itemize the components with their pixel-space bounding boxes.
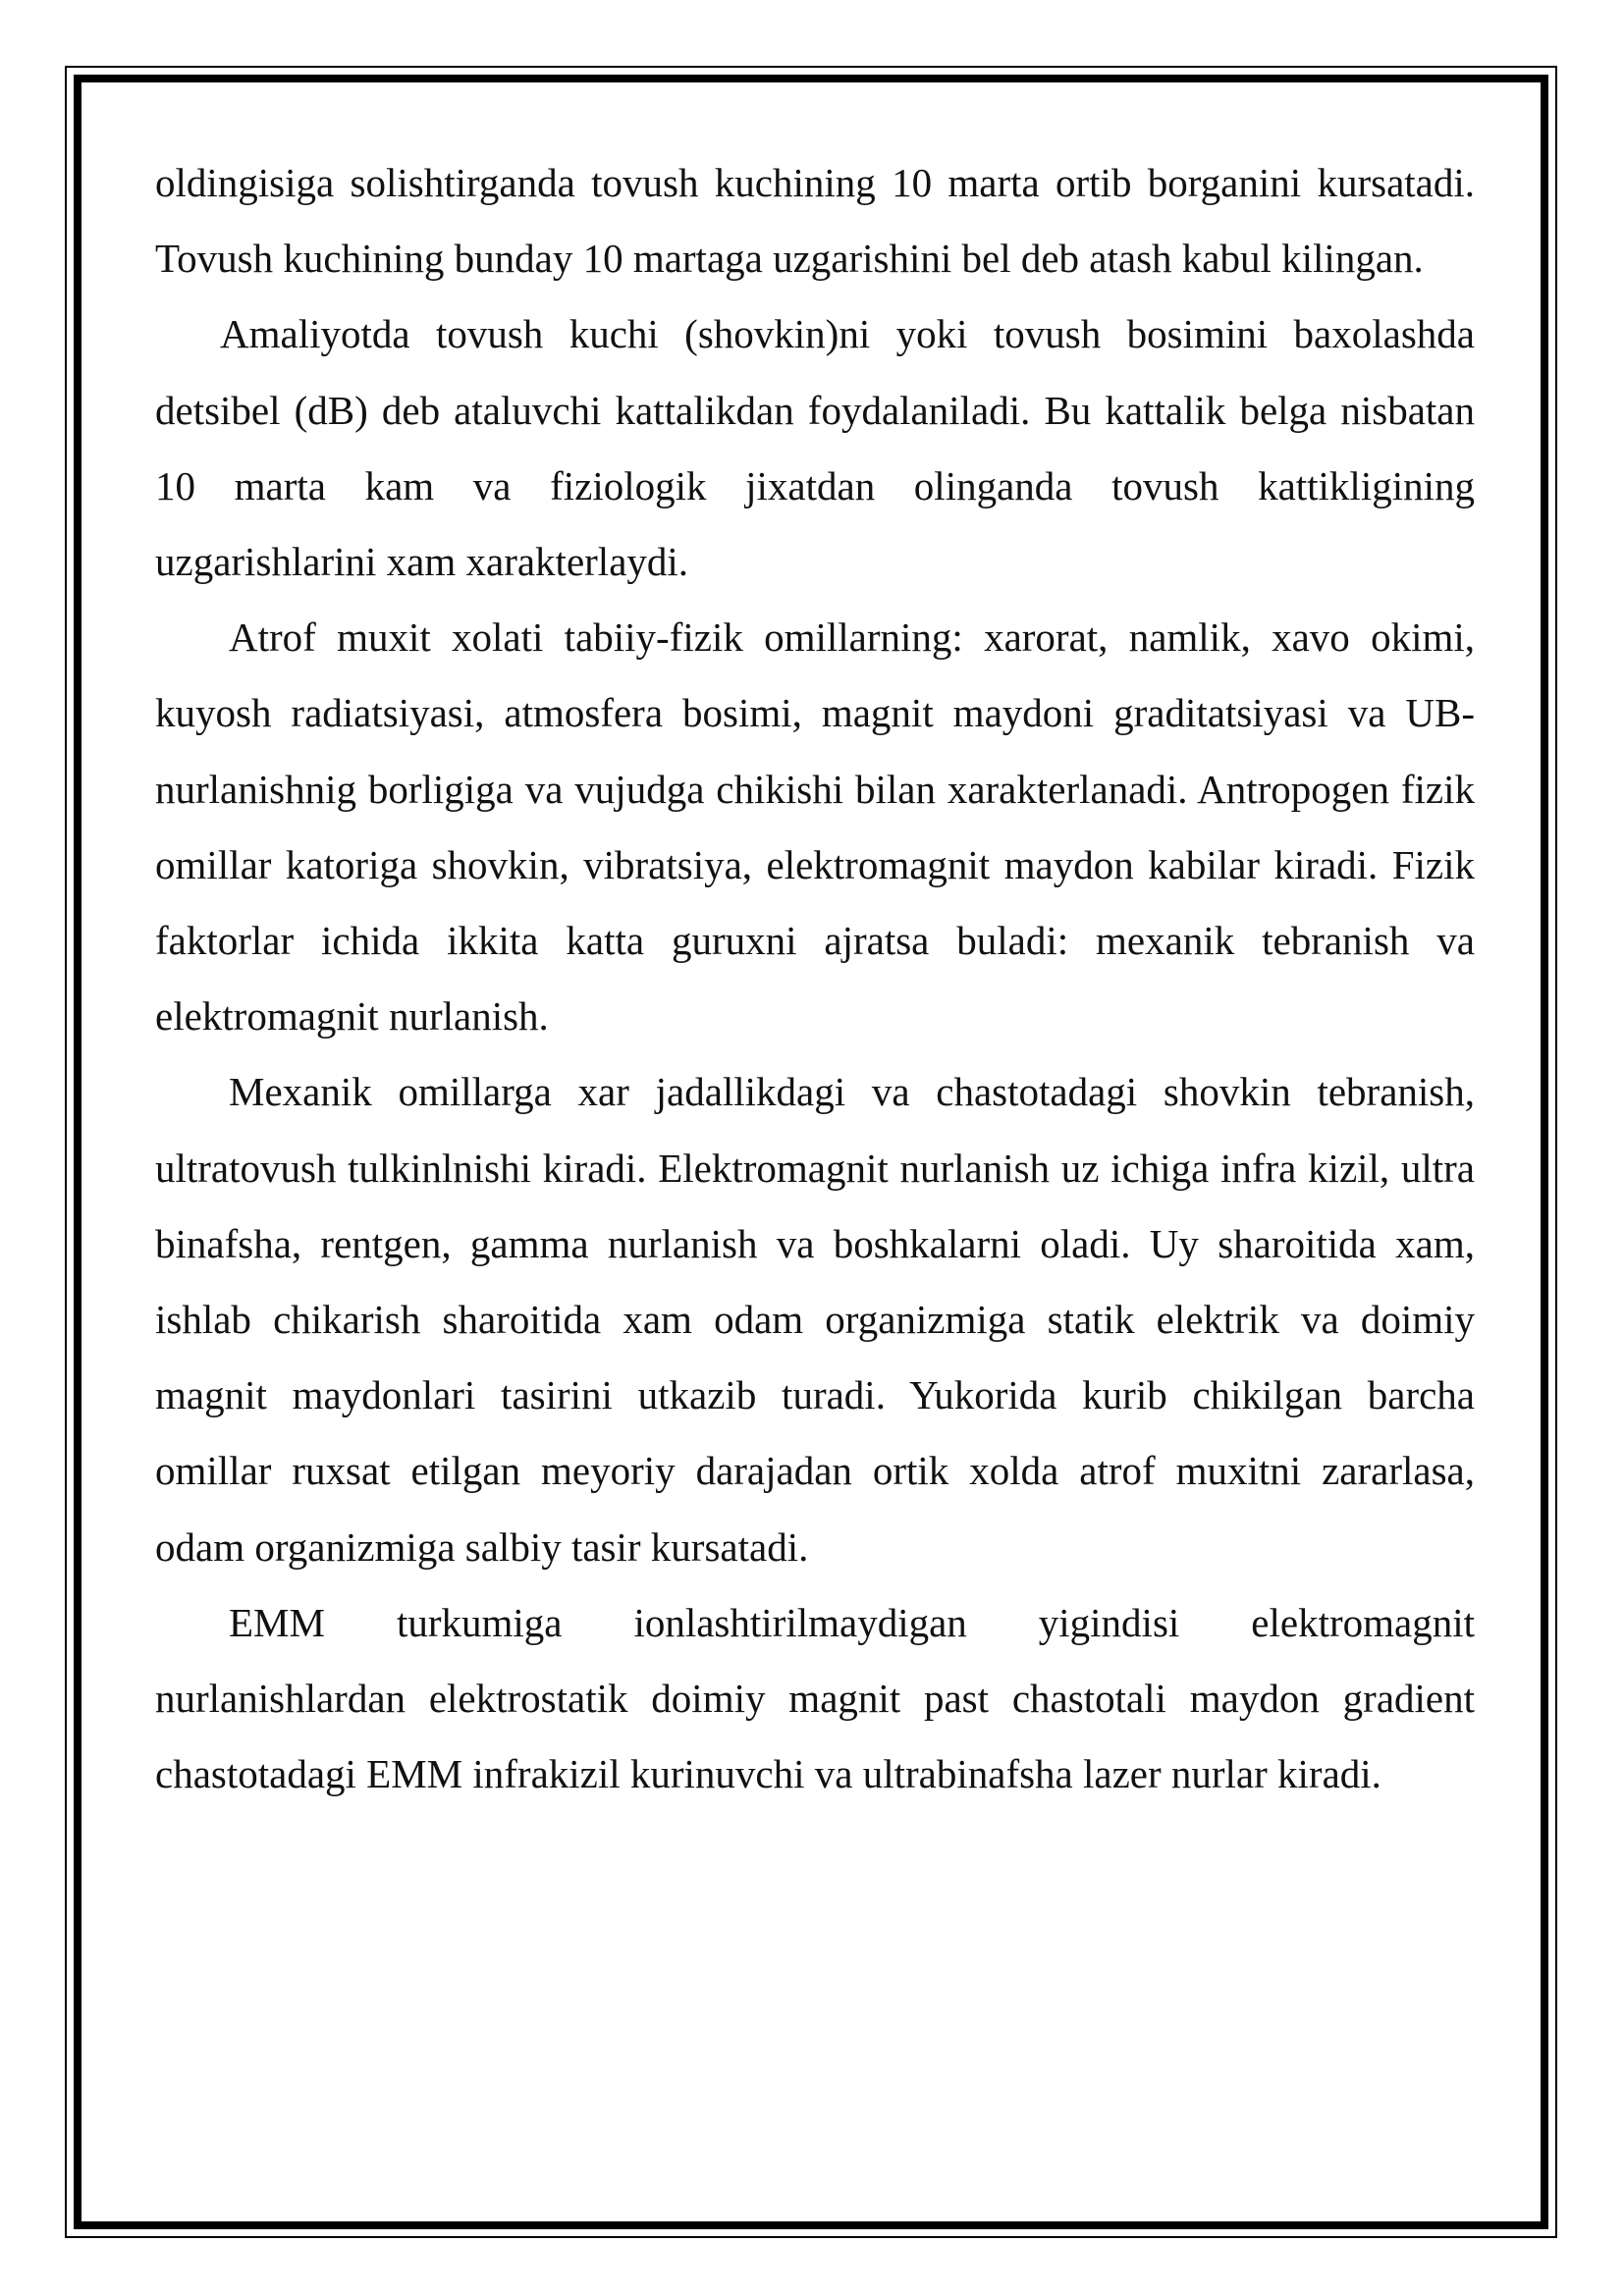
paragraph-3: Atrof muxit xolati tabiiy-fizik omillarning: xarorat, namlik, xavo okimi, kuyosh radiatsiyasi, atmosfera bosimi, magnit maydoni graditatsiyasi va UB-nurlanishnig borligiga va vujudga chikishi bilan xarakterlanadi. Antropogen fizik omillar katoriga shovkin, vibratsiya, elektromagnit maydon kabilar kiradi. Fizik faktorlar ichida ikkita katta guruxni ajratsa buladi: mexanik tebranish va elektromagnit nurlanish. [155, 614, 1475, 1040]
paragraph-2: Amaliyotda tovush kuchi (shovkin)ni yoki tovush bosimini baxolashda detsibel (dB) deb ataluvchi kattalikdan foydalaniladi. Bu kattalik belga nisbatan 10 marta kam va fiziologik jixatdan olinganda tovush kattikligining uzgarishlarini xam xarakterlaydi. [155, 311, 1475, 585]
paragraph-1: oldingisiga solishtirganda tovush kuchining 10 marta ortib borganini kursatadi. Tovush kuchining bunday 10 martaga uzgarishini bel deb atash kabul kilingan. [155, 160, 1475, 282]
document-body [155, 145, 1475, 1812]
paragraph-5: EMM turkumiga ionlashtirilmaydigan yigindisi elektromagnit nurlanishlardan elektrostatik doimiy magnit past chastotali maydon gradient chastotadagi EMM infrakizil kurinuvchi va ultrabinafsha lazer nurlar kiradi. [155, 1599, 1475, 1797]
paragraph-4: Mexanik omillarga xar jadallikdagi va chastotadagi shovkin tebranish, ultratovush tulkinlnishi kiradi. Elektromagnit nurlanish uz ichiga infra kizil, ultra binafsha, rentgen, gamma nurlanish va boshkalarni oladi. Uy sharoitida xam, ishlab chikarish sharoitida xam odam organizmiga statik elektrik va doimiy magnit maydonlari tasirini utkazib turadi. Yukorida kurib chikilgan barcha omillar ruxsat etilgan meyoriy darajadan ortik xolda atrof muxitni zararlasa, odam organizmiga salbiy tasir kursatadi. [155, 1069, 1475, 1570]
